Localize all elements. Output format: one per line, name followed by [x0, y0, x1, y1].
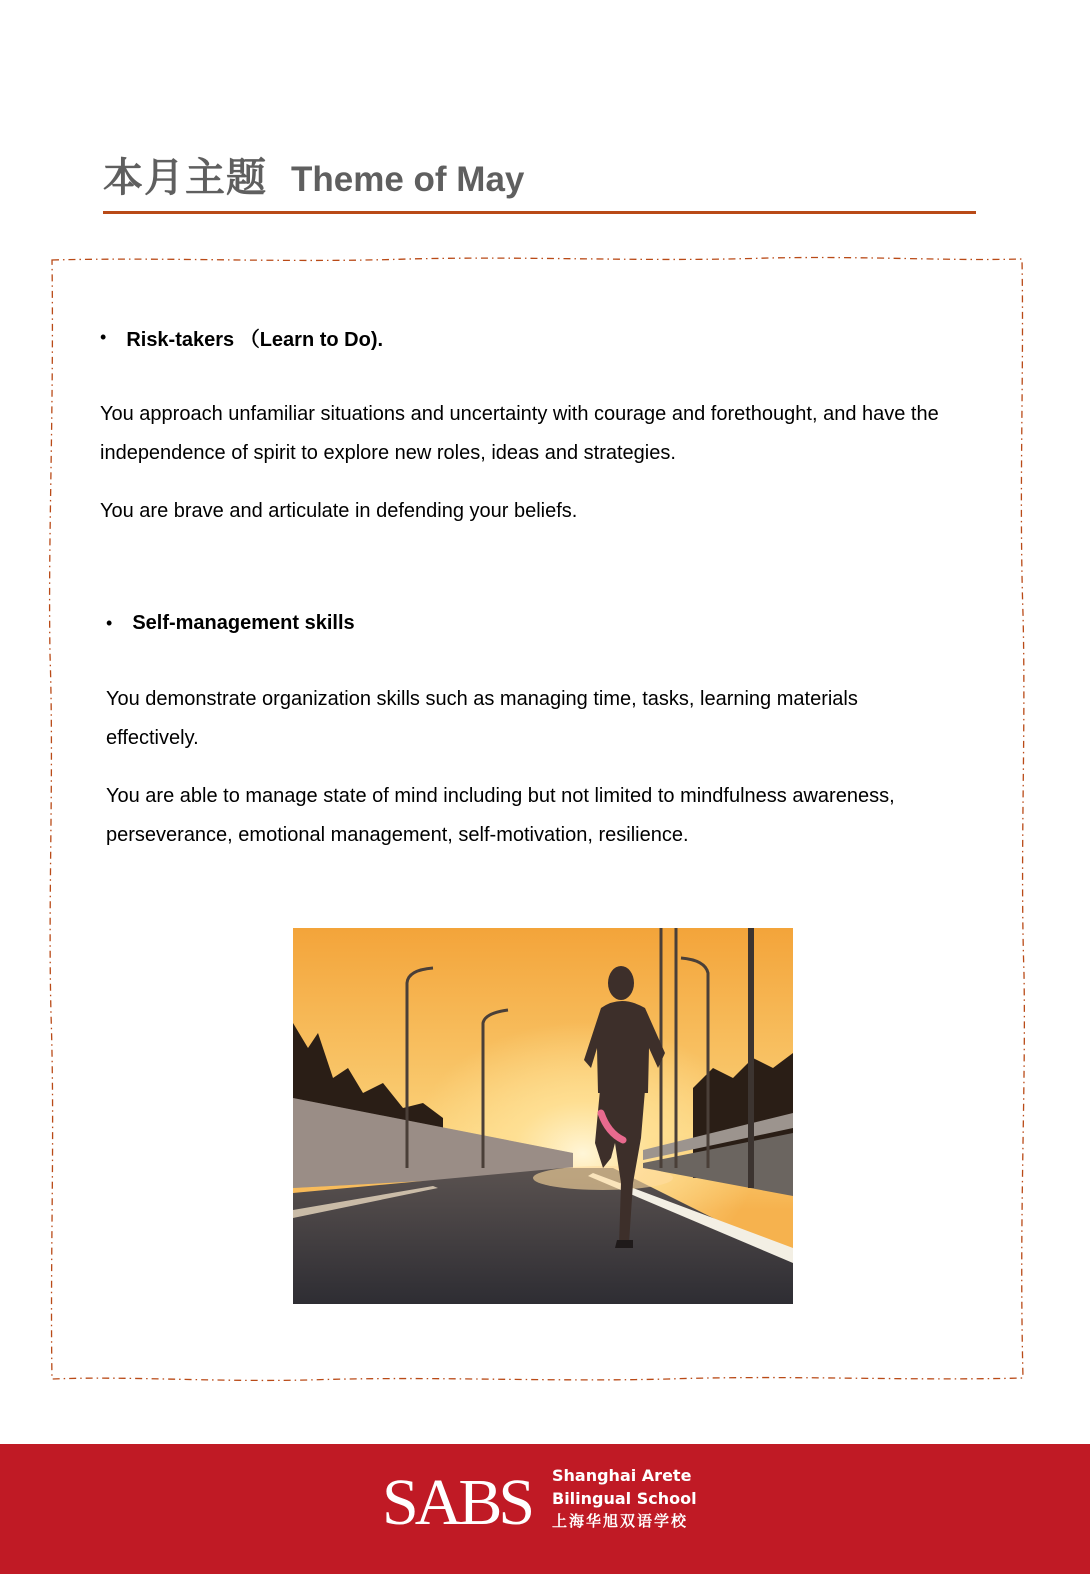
bullet-icon: • — [106, 613, 113, 633]
school-name-en-line1: Shanghai Arete — [552, 1466, 692, 1485]
paragraph: You demonstrate organization skills such as managing time, tasks, learning materials effectively. — [106, 688, 858, 749]
runner-sunset-photo — [293, 928, 793, 1304]
sabs-logo-icon — [382, 1464, 542, 1534]
school-name-block — [552, 1464, 697, 1533]
paragraph: You approach unfamiliar situations and uncertainty with courage and forethought, and have the independence of spirit to explore new roles, ideas and strategies. — [100, 403, 939, 464]
paragraph: You are able to manage state of mind including but not limited to mindfulness awareness, perseverance, emotional management, self-motivation, resilience. — [106, 785, 895, 846]
section-heading-text: Self-management skills — [132, 612, 355, 634]
title-underline — [103, 211, 976, 214]
runner-illustration — [293, 928, 793, 1304]
section-heading-text: Risk-takers （Learn to Do). — [126, 329, 384, 351]
section-heading-self-management — [106, 612, 355, 635]
paragraph: You are brave and articulate in defending your beliefs. — [100, 500, 578, 522]
footer-banner — [0, 1444, 1090, 1574]
page-title — [103, 146, 976, 203]
school-name-en-line2: Bilingual School — [552, 1489, 697, 1508]
page-header — [103, 146, 976, 203]
school-name-cn: 上海华旭双语学校 — [552, 1512, 689, 1530]
bullet-icon: • — [100, 327, 107, 347]
title-english: Theme of May — [291, 160, 525, 199]
section-heading-risk-takers — [100, 323, 383, 352]
logo-text: SABS — [382, 1466, 532, 1534]
title-chinese: 本月主题 — [103, 155, 267, 201]
